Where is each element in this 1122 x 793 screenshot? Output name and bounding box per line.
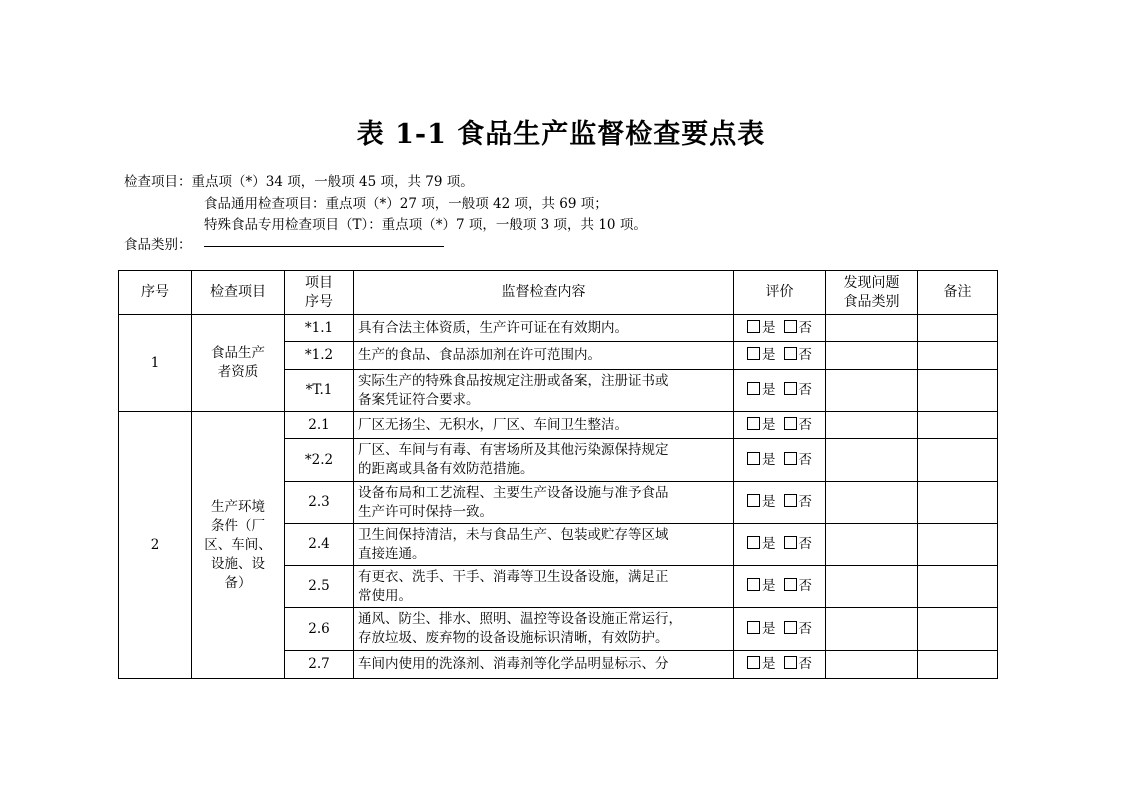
header-eval: 评价 xyxy=(734,271,826,315)
row-code: 2.1 xyxy=(285,412,354,439)
row-code: 2.3 xyxy=(285,482,354,524)
eval-cell xyxy=(734,482,826,524)
eval-yes-checkbox[interactable]: 是 xyxy=(747,577,776,596)
page-title: 表 1-1 食品生产监督检查要点表 xyxy=(356,119,766,150)
remark-cell xyxy=(918,608,998,651)
eval-yes-checkbox[interactable]: 是 xyxy=(747,655,776,674)
header-remark: 备注 xyxy=(918,271,998,315)
row-content: 卫生间保持清洁，未与食品生产、包装或贮存等区域 直接连通。 xyxy=(354,524,734,566)
found-cell xyxy=(826,439,918,482)
eval-yes-checkbox[interactable]: 是 xyxy=(747,535,776,554)
eval-cell xyxy=(734,566,826,608)
table-row xyxy=(119,412,998,439)
row-code: *1.2 xyxy=(285,342,354,370)
row-content: 设备布局和工艺流程、主要生产设备设施与准予食品 生产许可时保持一致。 xyxy=(354,482,734,524)
eval-yes-checkbox[interactable]: 是 xyxy=(747,416,776,435)
summary-total: 重点项（*）34 项，一般项 45 项，共 79 项。 xyxy=(191,174,474,190)
row-content: 具有合法主体资质，生产许可证在有效期内。 xyxy=(354,315,734,342)
remark-cell xyxy=(918,412,998,439)
group-item: 生产环境 条件（厂 区、车间、 设施、设 备） xyxy=(192,412,285,679)
group-item: 食品生产 者资质 xyxy=(192,315,285,412)
eval-yes-checkbox[interactable]: 是 xyxy=(747,493,776,512)
header-row xyxy=(119,271,998,315)
found-cell xyxy=(826,608,918,651)
eval-cell xyxy=(734,342,826,370)
found-cell xyxy=(826,651,918,679)
eval-no-checkbox[interactable]: 否 xyxy=(784,381,813,400)
row-content: 生产的食品、食品添加剂在许可范围内。 xyxy=(354,342,734,370)
eval-no-checkbox[interactable]: 否 xyxy=(784,655,813,674)
row-code: 2.7 xyxy=(285,651,354,679)
header-seq: 序号 xyxy=(119,271,192,315)
header-found: 发现问题 食品类别 xyxy=(826,271,918,315)
summary-label: 检查项目： xyxy=(124,174,192,190)
row-content: 厂区、车间与有毒、有害场所及其他污染源保持规定 的距离或具备有效防范措施。 xyxy=(354,439,734,482)
eval-cell xyxy=(734,412,826,439)
row-content: 有更衣、洗手、干手、消毒等卫生设备设施，满足正 常使用。 xyxy=(354,566,734,608)
eval-cell xyxy=(734,315,826,342)
found-cell xyxy=(826,315,918,342)
eval-cell xyxy=(734,524,826,566)
eval-cell xyxy=(734,370,826,412)
row-code: *2.2 xyxy=(285,439,354,482)
group-seq: 1 xyxy=(119,315,192,412)
header-item: 检查项目 xyxy=(192,271,285,315)
eval-cell xyxy=(734,651,826,679)
food-category-blank xyxy=(204,246,444,247)
eval-yes-checkbox[interactable]: 是 xyxy=(747,451,776,470)
header-code: 项目 序号 xyxy=(285,271,354,315)
row-code: 2.5 xyxy=(285,566,354,608)
remark-cell xyxy=(918,315,998,342)
remark-cell xyxy=(918,342,998,370)
eval-yes-checkbox[interactable]: 是 xyxy=(747,319,776,338)
eval-no-checkbox[interactable]: 否 xyxy=(784,319,813,338)
eval-no-checkbox[interactable]: 否 xyxy=(784,620,813,639)
eval-no-checkbox[interactable]: 否 xyxy=(784,451,813,470)
found-cell xyxy=(826,524,918,566)
summary-line-1 xyxy=(124,170,474,190)
eval-no-checkbox[interactable]: 否 xyxy=(784,535,813,554)
row-content: 厂区无扬尘、无积水，厂区、车间卫生整洁。 xyxy=(354,412,734,439)
found-cell xyxy=(826,412,918,439)
row-content: 车间内使用的洗涤剂、消毒剂等化学品明显标示、分 xyxy=(354,651,734,679)
eval-no-checkbox[interactable]: 否 xyxy=(784,577,813,596)
row-code: *1.1 xyxy=(285,315,354,342)
row-content: 通风、防尘、排水、照明、温控等设备设施正常运行， 存放垃圾、废弃物的设备设施标识清晰，有效防护。 xyxy=(354,608,734,651)
remark-cell xyxy=(918,482,998,524)
inspection-table xyxy=(118,270,998,679)
found-cell xyxy=(826,342,918,370)
food-category-label: 食品类别： xyxy=(124,237,192,253)
header-content: 监督检查内容 xyxy=(354,271,734,315)
eval-no-checkbox[interactable]: 否 xyxy=(784,416,813,435)
remark-cell xyxy=(918,524,998,566)
summary-special: 特殊食品专用检查项目（T）：重点项（*）7 项，一般项 3 项，共 10 项。 xyxy=(204,217,647,233)
remark-cell xyxy=(918,651,998,679)
found-cell xyxy=(826,566,918,608)
eval-yes-checkbox[interactable]: 是 xyxy=(747,346,776,365)
eval-yes-checkbox[interactable]: 是 xyxy=(747,620,776,639)
eval-yes-checkbox[interactable]: 是 xyxy=(747,381,776,400)
remark-cell xyxy=(918,566,998,608)
row-code: *T.1 xyxy=(285,370,354,412)
found-cell xyxy=(826,370,918,412)
group-seq: 2 xyxy=(119,412,192,679)
remark-cell xyxy=(918,370,998,412)
found-cell xyxy=(826,482,918,524)
eval-no-checkbox[interactable]: 否 xyxy=(784,346,813,365)
remark-cell xyxy=(918,439,998,482)
eval-cell xyxy=(734,608,826,651)
row-code: 2.4 xyxy=(285,524,354,566)
row-content: 实际生产的特殊食品按规定注册或备案，注册证书或 备案凭证符合要求。 xyxy=(354,370,734,412)
eval-no-checkbox[interactable]: 否 xyxy=(784,493,813,512)
table-row xyxy=(119,315,998,342)
summary-general: 食品通用检查项目：重点项（*）27 项，一般项 42 项，共 69 项； xyxy=(204,196,608,212)
row-code: 2.6 xyxy=(285,608,354,651)
eval-cell xyxy=(734,439,826,482)
